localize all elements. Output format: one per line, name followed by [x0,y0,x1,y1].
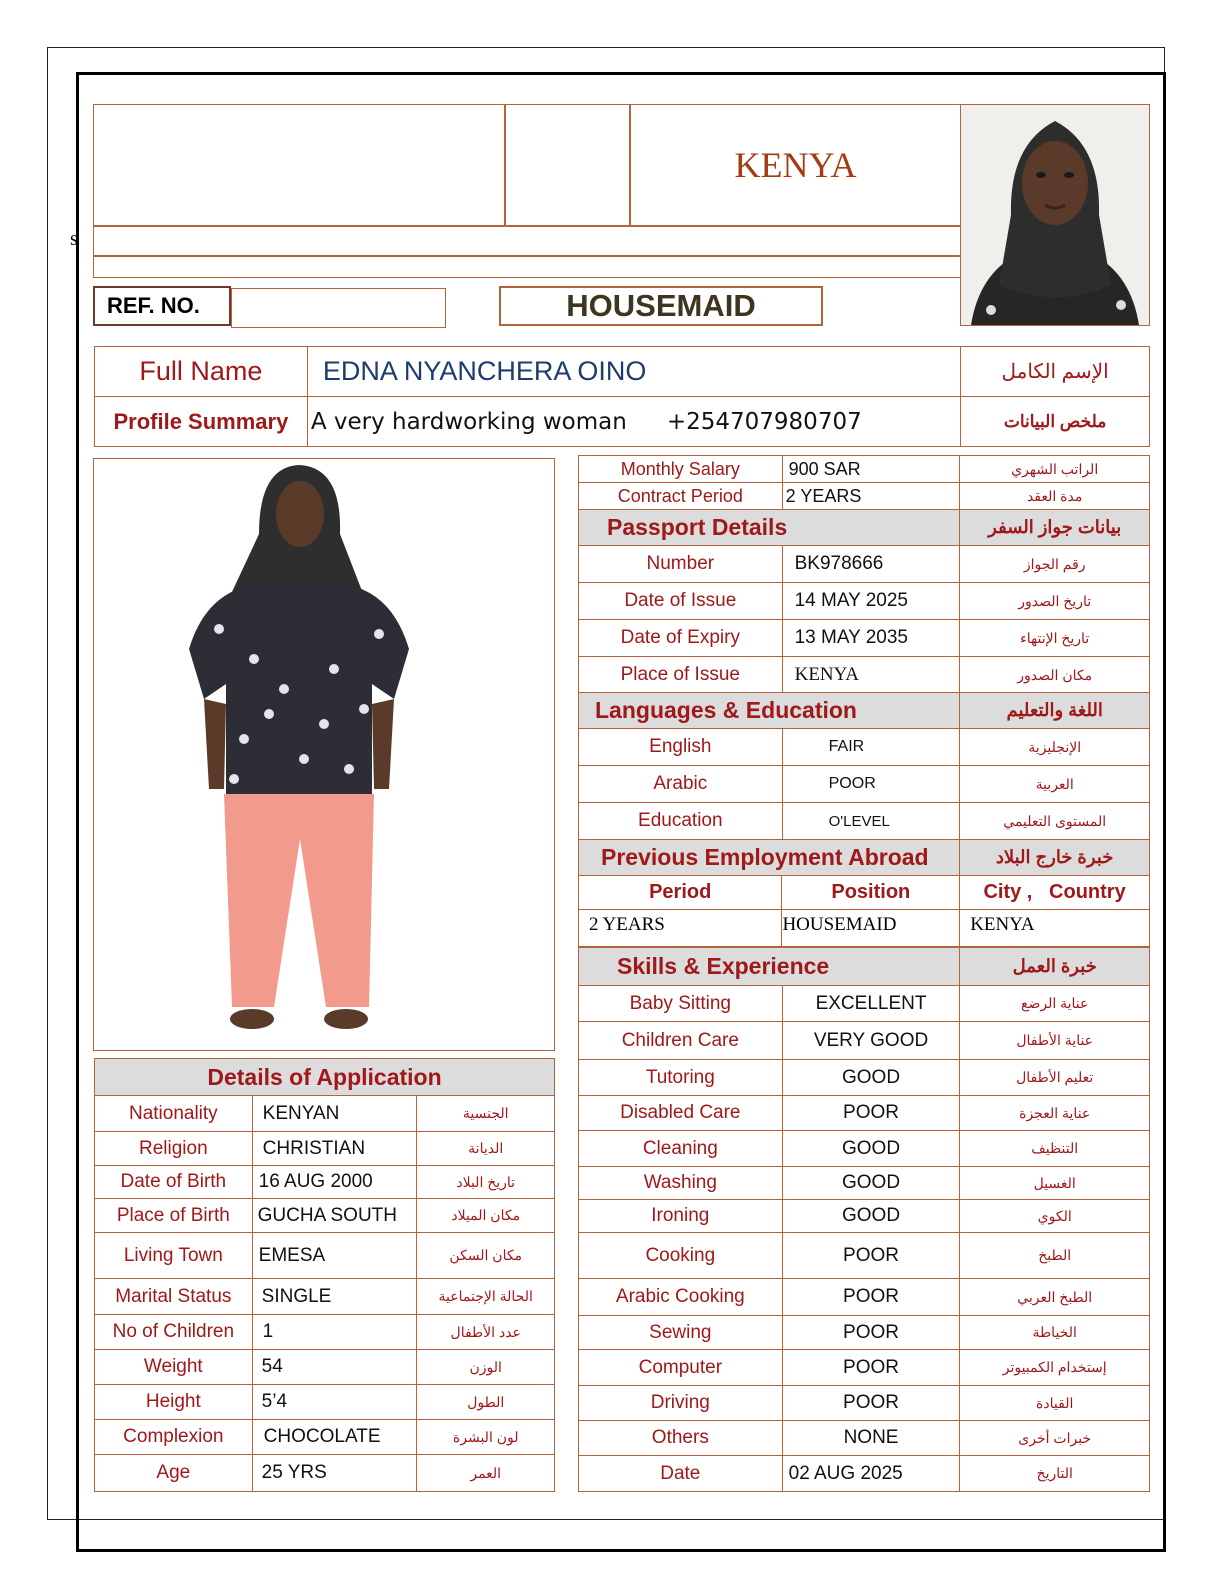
skill-ar: الطبخ العربي [960,1279,1150,1316]
application-title: Details of Application [95,1059,555,1096]
application-ar: العمر [417,1455,555,1492]
passport-label: Date of Expiry [579,620,783,657]
employment-table [578,839,1150,947]
date-label: Date [579,1456,783,1492]
contract-value: 2 YEARS [782,483,960,510]
passport-title: Passport Details [579,510,960,546]
passport-label: Number [579,546,783,583]
employment-header-period: Period [579,876,782,910]
skill-ar: خبرات أخرى [960,1421,1150,1456]
contract-table [578,455,1150,510]
portrait-photo [960,104,1150,326]
profile-summary [307,397,960,447]
skill-ar: الطبخ [960,1233,1150,1279]
application-label: Place of Birth [95,1199,253,1233]
profile-phone: +254707980707 [666,408,862,435]
skill-value: GOOD [782,1200,960,1233]
skill-label: Computer [579,1350,783,1386]
application-label: Age [95,1455,253,1492]
skill-ar: تعليم الأطفال [960,1060,1150,1096]
language-value: FAIR [782,729,960,766]
skill-value: VERY GOOD [782,1022,960,1060]
header-strip-2 [93,256,961,278]
header-strip-1 [93,226,961,256]
ref-no-label: REF. NO. [93,286,231,326]
skill-ar: عناية الرضع [960,986,1150,1022]
header-box-mid [505,104,630,226]
employment-period: 2 YEARS [579,910,782,947]
application-value: SINGLE [252,1279,417,1315]
language-ar: العربية [960,766,1150,803]
skill-label: Washing [579,1167,783,1200]
employment-title: Previous Employment Abroad [579,840,960,876]
skill-label: Cleaning [579,1131,783,1167]
skill-value: POOR [782,1350,960,1386]
identity-table [94,346,1150,447]
passport-value: KENYA [782,657,960,694]
skill-value: POOR [782,1233,960,1279]
stray-mark: s [70,228,78,250]
passport-value: BK978666 [782,546,960,583]
passport-ar: تاريخ الصدور [960,583,1150,620]
application-label: Date of Birth [95,1166,253,1199]
language-value: POOR [782,766,960,803]
application-label: Living Town [95,1233,253,1279]
skill-ar: الغسيل [960,1167,1150,1200]
application-ar: الحالة الإجتماعية [417,1279,555,1315]
application-ar: تاريخ البلاد [417,1166,555,1199]
skill-value: POOR [782,1096,960,1131]
skill-value: POOR [782,1316,960,1350]
application-value: 25 YRS [252,1455,417,1492]
skill-ar: التنظيف [960,1131,1150,1167]
application-value: EMESA [252,1233,417,1279]
application-ar: الوزن [417,1350,555,1385]
full-body-photo [93,458,555,1051]
languages-table [578,692,1150,840]
skill-label: Sewing [579,1316,783,1350]
skill-label: Others [579,1421,783,1456]
application-ar: الديانة [417,1132,555,1166]
skill-ar: إستخدام الكمبيوتر [960,1350,1150,1386]
skill-label: Cooking [579,1233,783,1279]
skill-value: POOR [782,1279,960,1316]
contract-label: Monthly Salary [579,456,783,483]
application-label: Height [95,1385,253,1420]
application-value: CHRISTIAN [252,1132,417,1166]
skill-value: GOOD [782,1060,960,1096]
contract-ar: الراتب الشهري [960,456,1150,483]
skill-ar: القيادة [960,1386,1150,1421]
application-ar: عدد الأطفال [417,1315,555,1350]
passport-ar: تاريخ الإنتهاء [960,620,1150,657]
application-value: CHOCOLATE [252,1420,417,1455]
country-title: KENYA [630,104,961,226]
employment-header-position: Position [782,876,960,910]
language-label: English [579,729,783,766]
application-value: KENYAN [252,1096,417,1132]
application-table [94,1058,555,1492]
profile-label: Profile Summary [95,397,308,447]
skill-label: Driving [579,1386,783,1421]
employment-location: KENYA [960,910,1150,947]
application-label: Weight [95,1350,253,1385]
application-ar: مكان الميلاد [417,1199,555,1233]
skill-value: GOOD [782,1131,960,1167]
passport-ar: رقم الجواز [960,546,1150,583]
header-box-left [93,104,505,226]
full-name-value: EDNA NYANCHERA OINO [307,347,960,397]
contract-label: Contract Period [579,483,783,510]
languages-title: Languages & Education [579,693,960,729]
language-ar: الإنجليزية [960,729,1150,766]
profile-text: A very hardworking woman [310,408,627,435]
contract-value: 900 SAR [782,456,960,483]
skill-label: Tutoring [579,1060,783,1096]
application-ar: الطول [417,1385,555,1420]
employment-header-location: City , Country [960,876,1150,910]
skill-label: Children Care [579,1022,783,1060]
date-ar: التاريخ [960,1456,1150,1492]
application-value: 16 AUG 2000 [252,1166,417,1199]
passport-value: 14 MAY 2025 [782,583,960,620]
application-ar: لون البشرة [417,1420,555,1455]
skill-ar: الخياطة [960,1316,1150,1350]
application-value: 1 [252,1315,417,1350]
full-name-ar: الإسم الكامل [961,347,1150,397]
skills-table [578,947,1150,1492]
passport-table [578,509,1150,694]
application-label: No of Children [95,1315,253,1350]
contract-ar: مدة العقد [960,483,1150,510]
position-title: HOUSEMAID [499,286,823,326]
application-label: Religion [95,1132,253,1166]
skill-value: EXCELLENT [782,986,960,1022]
skill-ar: عناية العجزة [960,1096,1150,1131]
passport-ar: مكان الصدور [960,657,1150,694]
skill-label: Arabic Cooking [579,1279,783,1316]
passport-label: Place of Issue [579,657,783,694]
language-label: Arabic [579,766,783,803]
skill-ar: الكوي [960,1200,1150,1233]
passport-value: 13 MAY 2035 [782,620,960,657]
full-name-label: Full Name [95,347,308,397]
skill-value: GOOD [782,1167,960,1200]
application-label: Nationality [95,1096,253,1132]
skill-label: Disabled Care [579,1096,783,1131]
application-label: Complexion [95,1420,253,1455]
languages-title-ar: اللغة والتعليم [960,693,1150,729]
passport-title-ar: بيانات جواز السفر [960,510,1150,546]
education-label: Education [579,803,783,840]
profile-ar: ملخص البيانات [961,397,1150,447]
application-value: 54 [252,1350,417,1385]
skill-ar: عناية الأطفال [960,1022,1150,1060]
skill-label: Baby Sitting [579,986,783,1022]
ref-no-value [231,288,446,328]
application-ar: الجنسية [417,1096,555,1132]
employment-title-ar: خبرة خارج البلاد [960,840,1150,876]
application-label: Marital Status [95,1279,253,1315]
education-value: O'LEVEL [782,803,960,840]
skills-title: Skills & Experience [579,948,960,986]
application-value: GUCHA SOUTH [252,1199,417,1233]
application-value: 5’4 [252,1385,417,1420]
skills-title-ar: خبرة العمل [960,948,1150,986]
education-ar: المستوى التعليمي [960,803,1150,840]
passport-label: Date of Issue [579,583,783,620]
skill-label: Ironing [579,1200,783,1233]
skill-value: POOR [782,1386,960,1421]
date-value: 02 AUG 2025 [782,1456,960,1492]
employment-position: HOUSEMAID [782,910,960,947]
skill-value: NONE [782,1421,960,1456]
application-ar: مكان السكن [417,1233,555,1279]
